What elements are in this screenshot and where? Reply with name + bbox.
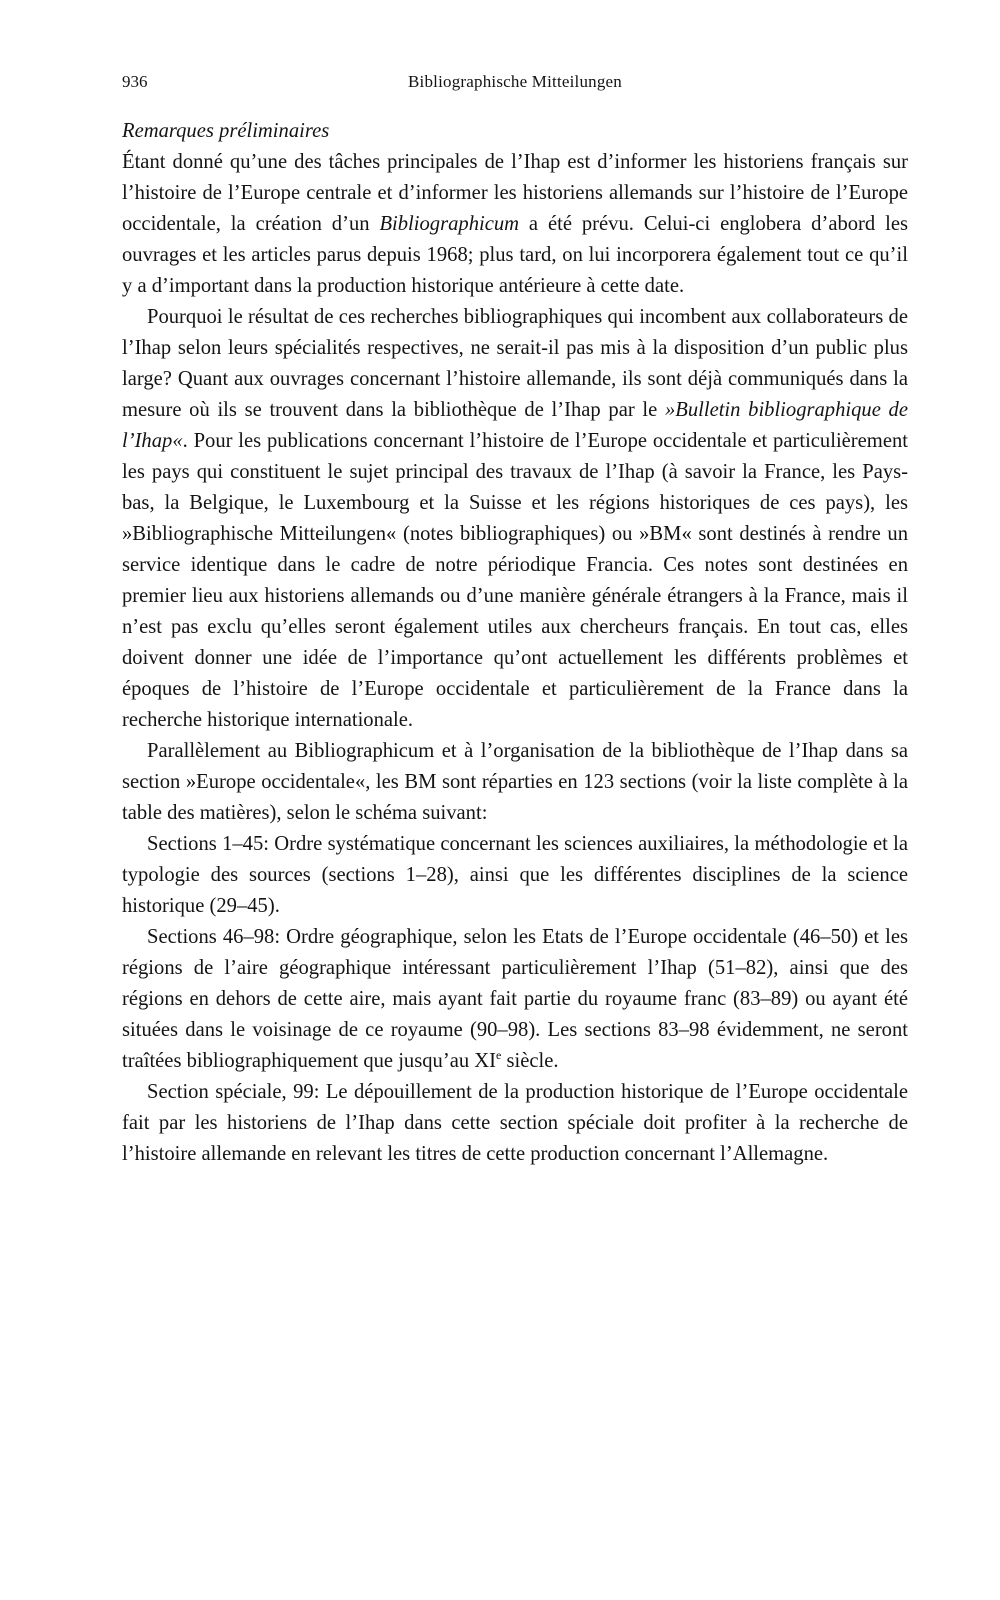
paragraph-purpose-part-2: . Pour les publications concernant l’histoire de l’Europe occidentale et particulièrement les pays qui constituent le sujet principal des travaux de l’Ihap (à savoir la France, les Pays-bas, la Belgique, le Luxembourg et la Suisse et les régions historiques de ces pays), les »Bibliographische Mitteilungen« (notes bibliographiques) ou »BM« sont destinés à rendre un service identique dans le cadre de notre périodique Francia. Ces notes sont destinées en premier lieu aux historiens allemands ou d’une manière générale étrangers à la France, mais il n’est pas exclu qu’elles seront également utiles aux chercheurs français. En tout cas, elles doivent donner une idée de l’importance qu’ont actuellement les différents problèmes et époques de l’histoire de l’Europe occidentale et particulièrement de la France dans la recherche historique internationale. [122, 430, 908, 731]
bulletin-title: »Bulletin bibliographique de l’Ihap« [122, 399, 908, 452]
document-page [122, 72, 908, 1170]
page-number: 936 [122, 72, 148, 91]
paragraph-purpose [122, 302, 908, 736]
paragraph-intro-part-1: Étant donné qu’une des tâches principales de l’Ihap est d’informer les historiens français sur l’histoire de l’Europe centrale et d’informer les historiens allemands sur l’histoire de l’Europe occidentale, la création d’un [122, 151, 908, 235]
paragraph-sections-46-98-part-2: siècle. [501, 1050, 559, 1072]
paragraph-sections-1-45: Sections 1–45: Ordre systématique concernant les sciences auxiliaires, la méthodologie et la typologie des sources (sections 1–28), ainsi que les différentes disciplines de la science historique (29–45). [122, 833, 908, 917]
bibliographicum-term: Bibliographicum [379, 213, 520, 235]
paragraph-purpose-part-1: Pourquoi le résultat de ces recherches bibliographiques qui incombent aux collaborateurs de l’Ihap selon leurs spécialités respectives, ne serait-il pas mis à la disposition d’un public plus large? Quant aux ouvrages concernant l’histoire allemande, ils sont déjà communiqués dans la mesure où ils se trouvent dans la bibliothèque de l’Ihap par le [122, 306, 908, 421]
running-head [122, 72, 908, 102]
paragraph-section-99: Section spéciale, 99: Le dépouillement de la production historique de l’Europe occidentale fait par les historiens de l’Ihap dans cette section spéciale doit profiter à la recherche de l’histoire allemande en relevant les titres de cette production concernant l’Allemagne. [122, 1081, 908, 1165]
paragraph-sections-46-98 [122, 922, 908, 1077]
paragraph-sections-46-98-part-1: Sections 46–98: Ordre géographique, selon les Etats de l’Europe occidentale (46–50) et les régions de l’aire géographique intéressant particulièrement l’Ihap (51–82), ainsi que des régions en dehors de cette aire, mais ayant fait partie du royaume franc (83–89) ou ayant été situées dans le voisinage de ce royaume (90–98). Les sections 83–98 évidemment, ne seront traîtées bibliographiquement que jusqu’au XI [122, 926, 908, 1072]
paragraph-intro [122, 147, 908, 302]
century-superscript: e [496, 1048, 502, 1063]
paragraph-intro-part-2: a été prévu. Celui-ci englobera d’abord les ouvrages et les articles parus depuis 1968; plus tard, on lui incorporera également tout ce qu’il y a d’important dans la production historique antérieure à cette date. [122, 213, 908, 297]
body-text [122, 116, 908, 1170]
section-heading: Remarques préliminaires [122, 120, 330, 142]
paragraph-structure: Parallèlement au Bibliographicum et à l’organisation de la bibliothèque de l’Ihap dans sa section »Europe occidentale«, les BM sont réparties en 123 sections (voir la liste complète à la table des matières), selon le schéma suivant: [122, 740, 908, 824]
running-title: Bibliographische Mitteilungen [407, 72, 623, 91]
